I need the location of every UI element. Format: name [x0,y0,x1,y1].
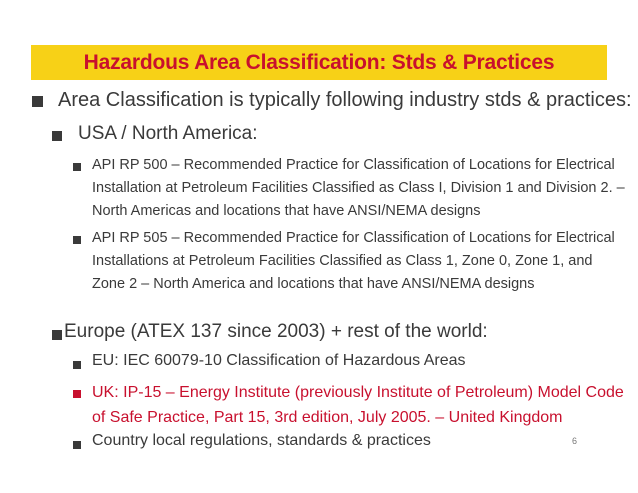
page-number: 6 [572,436,578,446]
title-bar [31,45,607,80]
api-rp500-text [92,154,625,223]
iec-text: EU: IEC 60079-10 Classification of Hazardous Areas [92,352,466,369]
api-rp505-line: Zone 2 – North America and locations that have ANSI/NEMA designs [92,276,535,292]
api-rp505-line: Installations at Petroleum Facilities Classified as Class 1, Zone 0, Zone 1, and [92,253,593,269]
api-rp505-text [92,227,615,296]
europe-heading: Europe (ATEX 137 since 2003) + rest of the world: [64,321,488,342]
uk-ip15-line: of Safe Practice, Part 15, 3rd edition, July 2005. – United Kingdom [92,409,563,426]
slide-title: Hazardous Area Classification: Stds & Practices [83,50,555,74]
bullet-square-icon [73,390,81,398]
api-rp500-line: API RP 500 – Recommended Practice for Classification of Locations for Electrical [92,157,615,173]
bullet-square-icon [52,131,62,141]
api-rp500-line: Installation at Petroleum Facilities Classified as Class I, Division 1 and Division 2. – [92,180,625,196]
local-regulations-text: Country local regulations, standards & practices [92,432,431,449]
api-rp500-line: North Americas and locations that have ANSI/NEMA designs [92,203,481,219]
bullet-square-icon [52,330,62,340]
main-bullet-text: Area Classification is typically following industry stds & practices: [58,89,632,111]
uk-ip15-text [92,380,624,430]
bullet-square-icon [73,441,81,449]
bullet-square-icon [73,236,81,244]
bullet-square-icon [32,96,43,107]
bullet-square-icon [73,361,81,369]
api-rp505-line: API RP 505 – Recommended Practice for Classification of Locations for Electrical [92,230,615,246]
uk-ip15-line: UK: IP-15 – Energy Institute (previously Institute of Petroleum) Model Code [92,384,624,401]
bullet-square-icon [73,163,81,171]
usa-heading: USA / North America: [78,123,258,144]
